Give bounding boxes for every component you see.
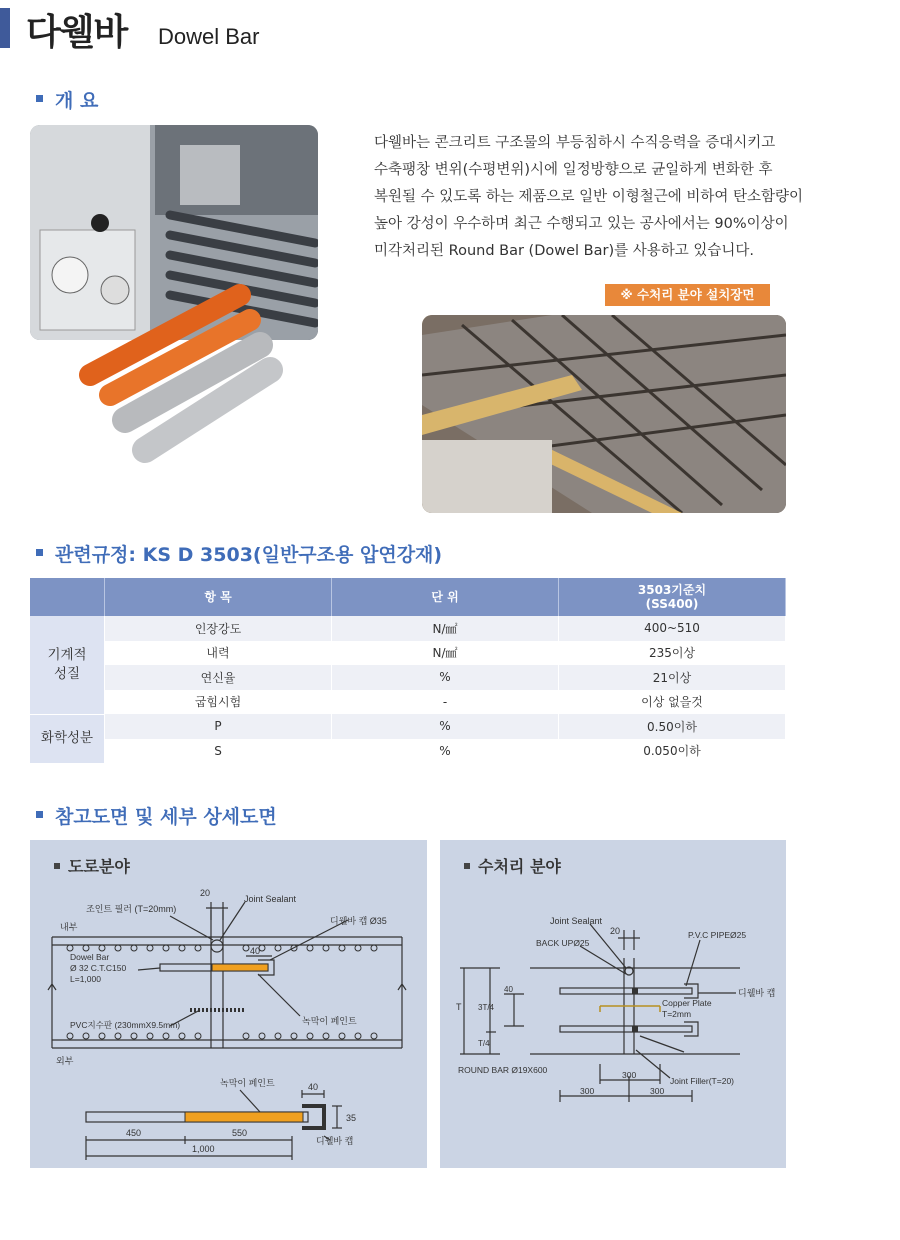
- road-dowel-label: Dowel Bar: [70, 952, 110, 962]
- group-chemical: 화학성분: [30, 714, 105, 763]
- cell-unit: %: [332, 714, 559, 739]
- overview-line: 높아 강성이 우수하며 최근 수행되고 있는 공사에서는 90%이상이: [374, 216, 789, 232]
- road-dim-20: 20: [200, 888, 211, 898]
- water-dim-20: 20: [610, 926, 621, 936]
- water-joint-sealant: Joint Sealant: [550, 916, 603, 926]
- road-inside-label: 내부: [60, 922, 78, 932]
- square-bullet-icon: [36, 811, 43, 818]
- road-panel-title: 도로분야: [54, 854, 130, 877]
- water-dim-40: 40: [504, 985, 513, 994]
- water-copper-thickness: T=2mm: [662, 1009, 692, 1019]
- cell-unit: N/㎟: [332, 616, 559, 641]
- water-drawing-panel: [440, 840, 786, 1168]
- detail-dim-1000: 1,000: [192, 1144, 215, 1154]
- cell-item: 연신율: [105, 665, 332, 690]
- water-dim-300-center: 300: [622, 1070, 637, 1080]
- page-title: 다웰바: [26, 12, 128, 53]
- square-bullet-icon: [36, 549, 43, 556]
- cell-item: 인장강도: [105, 616, 332, 641]
- cell-item: 내력: [105, 641, 332, 666]
- overview-line: 복원될 수 있도록 하는 제품으로 일반 이형철근에 비하여 탄소함량이: [374, 189, 804, 205]
- cell-value: 0.50이하: [559, 714, 786, 739]
- spec-table: [30, 578, 786, 764]
- water-dim-t: T: [456, 1002, 462, 1012]
- road-paint-label: 녹막이 페인트: [302, 1016, 357, 1026]
- road-cap-label: 디웰바 캡 Ø35: [330, 916, 387, 926]
- water-pvc-pipe-label: P.V.C PIPEØ25: [688, 930, 747, 940]
- road-outside-label: 외부: [56, 1056, 74, 1066]
- title-accent-bar: [0, 8, 10, 48]
- detail-cap-label: 디웰바 캡: [316, 1136, 354, 1146]
- cell-unit: N/㎟: [332, 641, 559, 666]
- installation-photo-label: ※ 수처리 분야 설치장면: [605, 284, 770, 306]
- overview-line: 수축팽창 변위(수평변위)시에 일정방향으로 균일하게 변화한 후: [374, 162, 773, 178]
- road-drawing-panel: [30, 840, 427, 1168]
- cell-value: 0.050이하: [559, 739, 786, 764]
- detail-dim-550: 550: [232, 1128, 248, 1138]
- water-dim-3t4: 3T/4: [478, 1003, 495, 1012]
- cell-unit: %: [332, 739, 559, 764]
- water-dim-300-right: 300: [650, 1086, 665, 1096]
- overview-heading: 개 요: [36, 86, 98, 113]
- table-row: [30, 714, 786, 739]
- cell-item: 굽힘시험: [105, 690, 332, 715]
- table-header-row: [30, 578, 786, 616]
- water-drawing: [440, 840, 786, 1168]
- dowel-bars-illustration: [70, 280, 300, 480]
- detail-paint-label: 녹막이 페인트: [220, 1078, 275, 1088]
- table-row: [30, 690, 786, 715]
- drawings-heading: 참고도면 및 세부 상세도면: [36, 802, 277, 829]
- road-dim-40: 40: [250, 946, 261, 956]
- water-copper-label: Copper Plate: [662, 998, 712, 1008]
- header-blank-cell: [30, 578, 105, 616]
- road-filler-label: 조인트 필러 (T=20mm): [86, 904, 177, 914]
- road-joint-sealant: Joint Sealant: [244, 894, 297, 904]
- road-dowel-length: L=1,000: [70, 974, 101, 984]
- cell-value: 235이상: [559, 641, 786, 666]
- water-filler-label: Joint Filler(T=20): [670, 1076, 735, 1086]
- cell-unit: -: [332, 690, 559, 715]
- overview-line: 다웰바는 콘크리트 구조물의 부등침하시 수직응력을 증대시키고: [374, 135, 776, 151]
- header-standard: 3503기준치 (SS400): [559, 578, 786, 616]
- road-dowel-spec: Ø 32 C.T.C150: [70, 963, 127, 973]
- page-subtitle: Dowel Bar: [158, 24, 260, 49]
- table-row: [30, 641, 786, 666]
- water-cap-label: 디웰바 캡: [738, 988, 776, 998]
- header-item: 항 목: [105, 578, 332, 616]
- water-round-bar-label: ROUND BAR Ø19X600: [458, 1065, 548, 1075]
- road-pvc-label: PVC지수판 (230mmX9.5mm): [70, 1020, 181, 1030]
- water-dim-t4: T/4: [478, 1039, 490, 1048]
- cell-unit: %: [332, 665, 559, 690]
- table-row: [30, 739, 786, 764]
- cell-value: 이상 없을것: [559, 690, 786, 715]
- spec-heading: 관련규정: KS D 3503(일반구조용 압연강재): [36, 540, 442, 567]
- overview-description: [374, 130, 814, 265]
- cell-item: S: [105, 739, 332, 764]
- installation-site-photo: [422, 315, 786, 513]
- road-drawing: [30, 840, 427, 1168]
- table-row: [30, 616, 786, 641]
- cell-value: 21이상: [559, 665, 786, 690]
- detail-dim-40: 40: [308, 1082, 319, 1092]
- cell-value: 400~510: [559, 616, 786, 641]
- overview-line: 미각처리된 Round Bar (Dowel Bar)를 사용하고 있습니다.: [374, 243, 754, 259]
- detail-dim-35: 35: [346, 1113, 357, 1123]
- water-dim-300-left: 300: [580, 1086, 595, 1096]
- square-bullet-icon: [36, 95, 43, 102]
- detail-dim-450: 450: [126, 1128, 142, 1138]
- group-mechanical: 기계적 성질: [30, 616, 105, 714]
- table-row: [30, 665, 786, 690]
- header-unit: 단 위: [332, 578, 559, 616]
- cell-item: P: [105, 714, 332, 739]
- water-backup-label: BACK UPØ25: [536, 938, 590, 948]
- water-panel-title: 수처리 분야: [464, 854, 561, 877]
